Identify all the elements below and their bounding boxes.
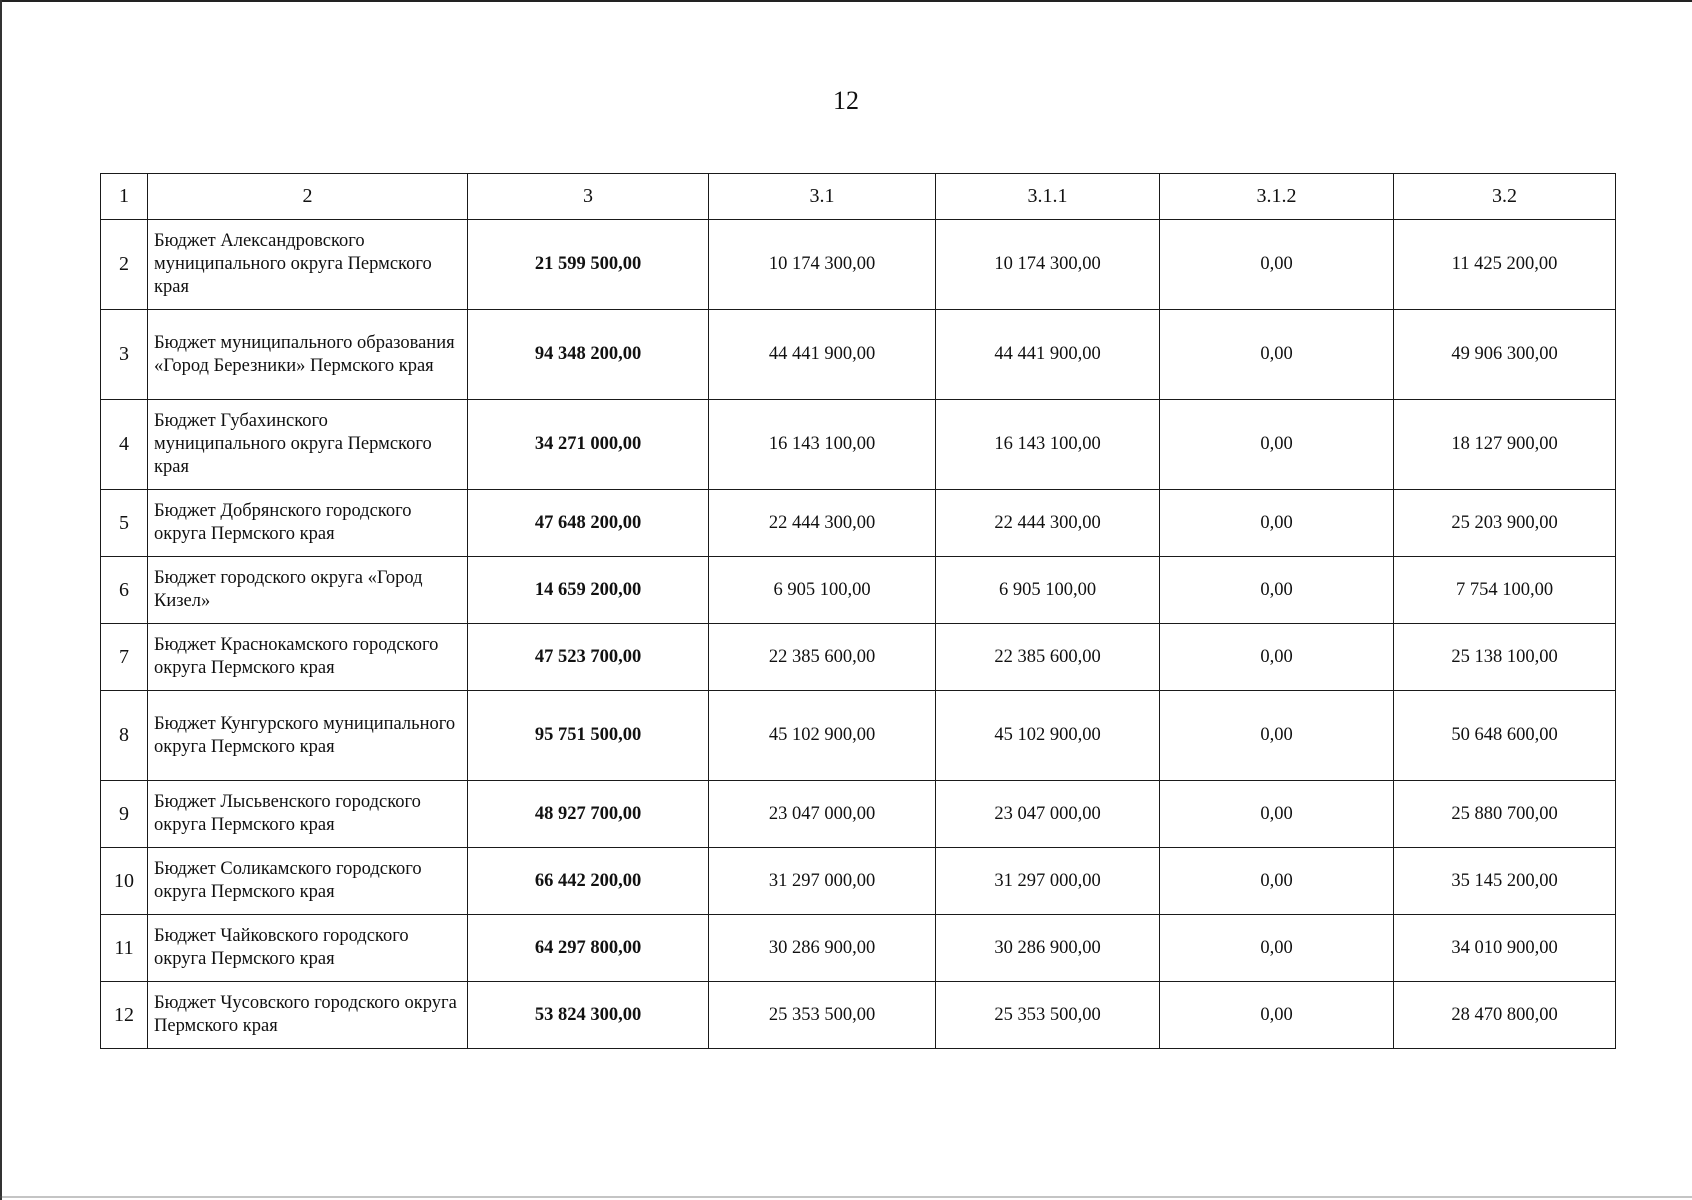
row-number: 6 [101, 557, 148, 624]
budget-name: Бюджет Кунгурского муниципального округа Пермского края [148, 691, 468, 781]
amount-3-2: 18 127 900,00 [1394, 400, 1616, 490]
amount-3-1: 45 102 900,00 [709, 691, 936, 781]
table-row [101, 220, 1616, 310]
header-cell: 3.1.1 [936, 174, 1160, 220]
header-cell: 3.1 [709, 174, 936, 220]
total-amount: 21 599 500,00 [468, 220, 709, 310]
row-number: 8 [101, 691, 148, 781]
amount-3-2: 25 138 100,00 [1394, 624, 1616, 691]
table-row [101, 781, 1616, 848]
amount-3-1-2: 0,00 [1160, 490, 1394, 557]
table-row [101, 624, 1616, 691]
amount-3-1-2: 0,00 [1160, 982, 1394, 1049]
table-row [101, 915, 1616, 982]
amount-3-1: 23 047 000,00 [709, 781, 936, 848]
table-row [101, 691, 1616, 781]
total-amount: 48 927 700,00 [468, 781, 709, 848]
scan-edge-top [0, 0, 1692, 2]
amount-3-1-1: 22 444 300,00 [936, 490, 1160, 557]
amount-3-1: 31 297 000,00 [709, 848, 936, 915]
total-amount: 34 271 000,00 [468, 400, 709, 490]
table-header-row [101, 174, 1616, 220]
amount-3-1-2: 0,00 [1160, 915, 1394, 982]
amount-3-2: 25 880 700,00 [1394, 781, 1616, 848]
table-row [101, 848, 1616, 915]
total-amount: 66 442 200,00 [468, 848, 709, 915]
total-amount: 95 751 500,00 [468, 691, 709, 781]
scan-bottom-edge [0, 1196, 1692, 1198]
amount-3-1-1: 16 143 100,00 [936, 400, 1160, 490]
amount-3-1: 25 353 500,00 [709, 982, 936, 1049]
amount-3-1-1: 23 047 000,00 [936, 781, 1160, 848]
amount-3-1-1: 31 297 000,00 [936, 848, 1160, 915]
amount-3-1-2: 0,00 [1160, 220, 1394, 310]
table-row [101, 557, 1616, 624]
amount-3-2: 25 203 900,00 [1394, 490, 1616, 557]
budget-name: Бюджет Добрянского городского округа Пермского края [148, 490, 468, 557]
amount-3-1-1: 44 441 900,00 [936, 310, 1160, 400]
total-amount: 94 348 200,00 [468, 310, 709, 400]
amount-3-1-1: 45 102 900,00 [936, 691, 1160, 781]
table-row [101, 982, 1616, 1049]
row-number: 2 [101, 220, 148, 310]
amount-3-1: 30 286 900,00 [709, 915, 936, 982]
budget-name: Бюджет Александровского муниципального округа Пермского края [148, 220, 468, 310]
budget-name: Бюджет Лысьвенского городского округа Пермского края [148, 781, 468, 848]
table-row [101, 400, 1616, 490]
budget-name: Бюджет Чайковского городского округа Пермского края [148, 915, 468, 982]
header-cell: 3.2 [1394, 174, 1616, 220]
total-amount: 47 648 200,00 [468, 490, 709, 557]
budget-name: Бюджет городского округа «Город Кизел» [148, 557, 468, 624]
amount-3-2: 49 906 300,00 [1394, 310, 1616, 400]
amount-3-1-2: 0,00 [1160, 848, 1394, 915]
budget-name: Бюджет Соликамского городского округа Пермского края [148, 848, 468, 915]
amount-3-2: 34 010 900,00 [1394, 915, 1616, 982]
amount-3-1-1: 22 385 600,00 [936, 624, 1160, 691]
scan-edge-left [0, 0, 2, 1200]
amount-3-1: 6 905 100,00 [709, 557, 936, 624]
row-number: 7 [101, 624, 148, 691]
amount-3-1-2: 0,00 [1160, 557, 1394, 624]
total-amount: 47 523 700,00 [468, 624, 709, 691]
total-amount: 64 297 800,00 [468, 915, 709, 982]
header-cell: 2 [148, 174, 468, 220]
table-row [101, 490, 1616, 557]
amount-3-1-1: 30 286 900,00 [936, 915, 1160, 982]
amount-3-1: 10 174 300,00 [709, 220, 936, 310]
amount-3-1-1: 10 174 300,00 [936, 220, 1160, 310]
amount-3-1-2: 0,00 [1160, 691, 1394, 781]
budget-name: Бюджет Губахинского муниципального округа Пермского края [148, 400, 468, 490]
table-row [101, 310, 1616, 400]
amount-3-2: 50 648 600,00 [1394, 691, 1616, 781]
amount-3-1-2: 0,00 [1160, 624, 1394, 691]
amount-3-1: 16 143 100,00 [709, 400, 936, 490]
row-number: 4 [101, 400, 148, 490]
header-cell: 3.1.2 [1160, 174, 1394, 220]
amount-3-1: 22 444 300,00 [709, 490, 936, 557]
amount-3-2: 28 470 800,00 [1394, 982, 1616, 1049]
amount-3-2: 35 145 200,00 [1394, 848, 1616, 915]
total-amount: 14 659 200,00 [468, 557, 709, 624]
budget-table [100, 173, 1616, 1049]
row-number: 5 [101, 490, 148, 557]
row-number: 10 [101, 848, 148, 915]
amount-3-1: 22 385 600,00 [709, 624, 936, 691]
total-amount: 53 824 300,00 [468, 982, 709, 1049]
amount-3-1: 44 441 900,00 [709, 310, 936, 400]
row-number: 3 [101, 310, 148, 400]
row-number: 12 [101, 982, 148, 1049]
amount-3-1-2: 0,00 [1160, 310, 1394, 400]
amount-3-2: 7 754 100,00 [1394, 557, 1616, 624]
header-cell: 1 [101, 174, 148, 220]
row-number: 9 [101, 781, 148, 848]
amount-3-1-2: 0,00 [1160, 400, 1394, 490]
amount-3-2: 11 425 200,00 [1394, 220, 1616, 310]
amount-3-1-1: 25 353 500,00 [936, 982, 1160, 1049]
budget-name: Бюджет Чусовского городского округа Пермского края [148, 982, 468, 1049]
page-number: 12 [833, 86, 859, 115]
budget-name: Бюджет муниципального образования «Город Березники» Пермского края [148, 310, 468, 400]
amount-3-1-1: 6 905 100,00 [936, 557, 1160, 624]
header-cell: 3 [468, 174, 709, 220]
row-number: 11 [101, 915, 148, 982]
amount-3-1-2: 0,00 [1160, 781, 1394, 848]
budget-name: Бюджет Краснокамского городского округа Пермского края [148, 624, 468, 691]
